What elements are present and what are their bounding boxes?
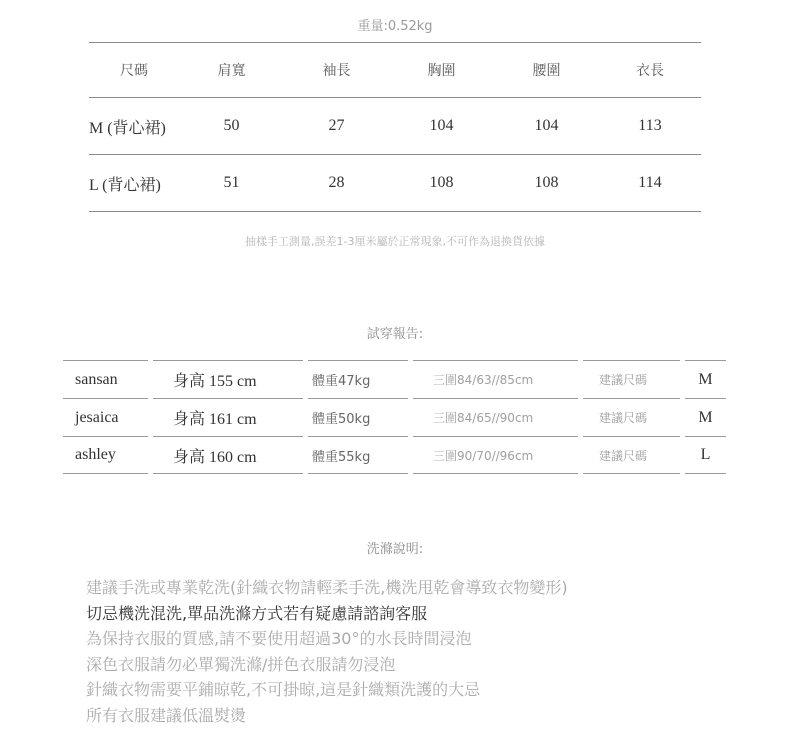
model-height: 身高 160 cm: [153, 436, 303, 474]
size-table-header: [89, 42, 701, 97]
wash-line: 所有衣服建議低溫熨燙: [86, 705, 247, 725]
header-size: 尺碼: [120, 63, 148, 79]
model-name: jesaica: [63, 398, 148, 436]
wash-line: 建議手洗或專業乾洗(針織衣物請輕柔手洗,機洗甩乾會導致衣物變形): [86, 578, 568, 597]
row-length: 113: [638, 117, 662, 134]
model-name: ashley: [63, 436, 148, 474]
row-shoulder: 50: [223, 117, 240, 134]
row-chest: 108: [429, 174, 454, 191]
suggest-label: 建議尺碼: [583, 360, 680, 398]
weight-label: 重量:0.52kg: [357, 19, 433, 34]
model-measurements: 三圍90/70//96cm: [413, 436, 578, 474]
trial-table: [63, 360, 726, 474]
table-row: [63, 398, 726, 436]
model-measurements: 三圍84/65//90cm: [413, 398, 578, 436]
wash-instructions-title: 洗滌說明:: [366, 542, 424, 557]
wash-line: 為保持衣服的質感,請不要使用超過30°的水長時間浸泡: [86, 629, 472, 648]
model-height: 身高 155 cm: [153, 360, 303, 398]
model-weight: 體重47kg: [308, 360, 408, 398]
row-waist: 104: [534, 117, 559, 134]
table-row: [89, 97, 701, 154]
header-sleeve: 袖長: [322, 63, 351, 79]
row-shoulder: 51: [223, 174, 240, 191]
suggested-size: M: [685, 360, 726, 398]
header-shoulder: 肩寬: [217, 63, 246, 79]
row-sleeve: 28: [328, 174, 345, 191]
wash-line: 針織衣物需要平鋪晾乾,不可掛晾,這是針織類洗護的大忌: [86, 680, 481, 699]
header-chest: 胸圍: [427, 63, 456, 79]
suggest-label: 建議尺碼: [583, 398, 680, 436]
row-size: M (背心裙): [89, 119, 166, 137]
suggest-label: 建議尺碼: [583, 436, 680, 474]
header-length: 衣長: [636, 63, 664, 79]
wash-line: 切忌機洗混洗,單品洗滌方式若有疑慮請諮詢客服: [86, 603, 428, 623]
wash-line: 深色衣服請勿必單獨洗滌/拼色衣服請勿浸泡: [86, 654, 396, 674]
model-height: 身高 161 cm: [153, 398, 303, 436]
model-measurements: 三圍84/63//85cm: [413, 360, 578, 398]
row-waist: 108: [534, 174, 559, 191]
trial-report-title: 試穿報告:: [366, 327, 424, 342]
table-row: [89, 154, 701, 212]
row-sleeve: 27: [328, 117, 345, 134]
row-size: L (背心裙): [89, 176, 161, 194]
model-name: sansan: [63, 360, 148, 398]
row-chest: 104: [429, 117, 454, 134]
model-weight: 體重55kg: [308, 436, 408, 474]
suggested-size: L: [685, 436, 726, 474]
size-table: [89, 42, 701, 212]
suggested-size: M: [685, 398, 726, 436]
model-weight: 體重50kg: [308, 398, 408, 436]
table-row: [63, 436, 726, 474]
header-waist: 腰圍: [532, 63, 561, 79]
row-length: 114: [638, 174, 662, 191]
wash-instructions-list: [86, 575, 568, 728]
table-row: [63, 360, 726, 398]
measurement-note: 抽樣手工測量,誤差1-3厘米屬於正常現象,不可作為退換貨依據: [245, 235, 545, 248]
